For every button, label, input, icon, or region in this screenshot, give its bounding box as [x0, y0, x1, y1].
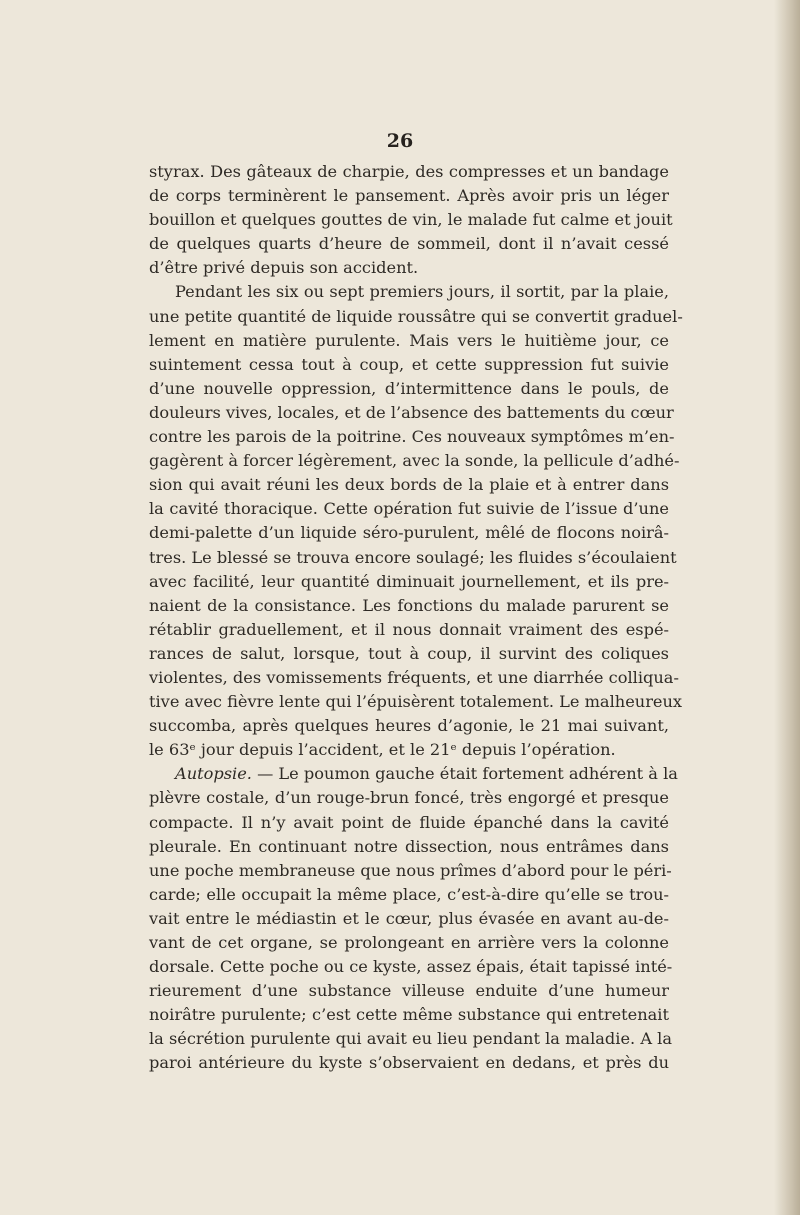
text-line: demi-palette d’un liquide séro-purulent, mêlé de flocons noirâ- — [149, 523, 669, 543]
text-line: Pendant les six ou sept premiers jours, il sortit, par la plaie, — [175, 282, 669, 302]
text-line: plèvre costale, d’un rouge-brun foncé, très engorgé et presque — [149, 788, 669, 808]
text-line: rances de salut, lorsque, tout à coup, il survint des coliques — [149, 643, 669, 663]
body-text — [149, 160, 683, 1076]
text-line: d’une nouvelle oppression, d’intermittence dans le pouls, de — [149, 378, 669, 398]
text-line: naient de la consistance. Les fonctions du malade parurent se — [149, 595, 669, 615]
section-label: Autopsie. — [175, 764, 252, 784]
text-line: suintement cessa tout à coup, et cette suppression fut suivie — [149, 354, 669, 374]
text-line: rieurement d’une substance villeuse enduite d’une humeur — [149, 981, 669, 1001]
text-line: avec facilité, leur quantité diminuait journellement, et ils pre- — [149, 571, 669, 591]
page-number: 26 — [386, 130, 414, 152]
text-line: styrax. Des gâteaux de charpie, des compresses et un bandage — [149, 162, 669, 181]
text-line — [149, 762, 678, 786]
text-line: de quelques quarts d’heure de sommeil, dont il n’avait cessé — [149, 234, 669, 254]
text-line: rétablir graduellement, et il nous donnait vraiment des espé- — [149, 619, 669, 639]
text-line: gagèrent à forcer légèrement, avec la sonde, la pellicule d’adhé- — [149, 451, 680, 471]
text-line: une poche membraneuse que nous prîmes d’abord pour le péri- — [149, 860, 672, 880]
text-line: de corps terminèrent le pansement. Après avoir pris un léger — [149, 186, 669, 206]
text-line: vant de cet organe, se prolongeant en arrière vers la colonne — [149, 933, 669, 952]
text-line: paroi antérieure du kyste s’observaient en dedans, et près du — [149, 1053, 669, 1073]
text-line: contre les parois de la poitrine. Ces nouveaux symptômes m’en- — [149, 427, 675, 447]
text-line: succomba, après quelques heures d’agonie, le 21 mai suivant, — [149, 716, 669, 736]
text-line: d’être privé depuis son accident. — [149, 258, 419, 278]
text-line: compacte. Il n’y avait point de fluide épanché dans la cavité — [149, 812, 669, 832]
text-line: une petite quantité de liquide roussâtre qui se convertit graduel- — [149, 306, 683, 326]
text-line: tres. Le blessé se trouva encore soulagé; les fluides s’écoulaient — [149, 547, 677, 567]
text-line: carde; elle occupait la même place, c’est-à-dire qu’elle se trou- — [149, 884, 669, 904]
text-line: vait entre le médiastin et le cœur, plus évasée en avant au-de- — [149, 908, 669, 928]
page-edge-shadow — [774, 0, 800, 1215]
text-line: la sécrétion purulente qui avait eu lieu pendant la maladie. A la — [149, 1029, 672, 1049]
text-line: noirâtre purulente; c’est cette même substance qui entretenait — [149, 1005, 669, 1025]
text-line: bouillon et quelques gouttes de vin, le malade fut calme et jouit — [149, 210, 673, 230]
text-line: tive avec fièvre lente qui l’épuisèrent totalement. Le malheureux — [149, 692, 683, 712]
text-line: violentes, des vomissements fréquents, et une diarrhée colliqua- — [149, 667, 679, 687]
text-line: lement en matière purulente. Mais vers le huitième jour, ce — [149, 330, 669, 350]
text-line: dorsale. Cette poche ou ce kyste, assez épais, était tapissé inté- — [149, 957, 673, 977]
text-line: la cavité thoracique. Cette opération fut suivie de l’issue d’une — [149, 499, 669, 519]
text-line: pleurale. En continuant notre dissection, nous entrâmes dans — [149, 836, 669, 856]
text-line-rest: — Le poumon gauche était fortement adhérent à la — [251, 764, 678, 784]
text-line: douleurs vives, locales, et de l’absence des battements du cœur — [149, 402, 674, 422]
text-line: le 63ᵉ jour depuis l’accident, et le 21ᵉ depuis l’opération. — [149, 740, 616, 760]
text-line: sion qui avait réuni les deux bords de la plaie et à entrer dans — [149, 475, 669, 495]
